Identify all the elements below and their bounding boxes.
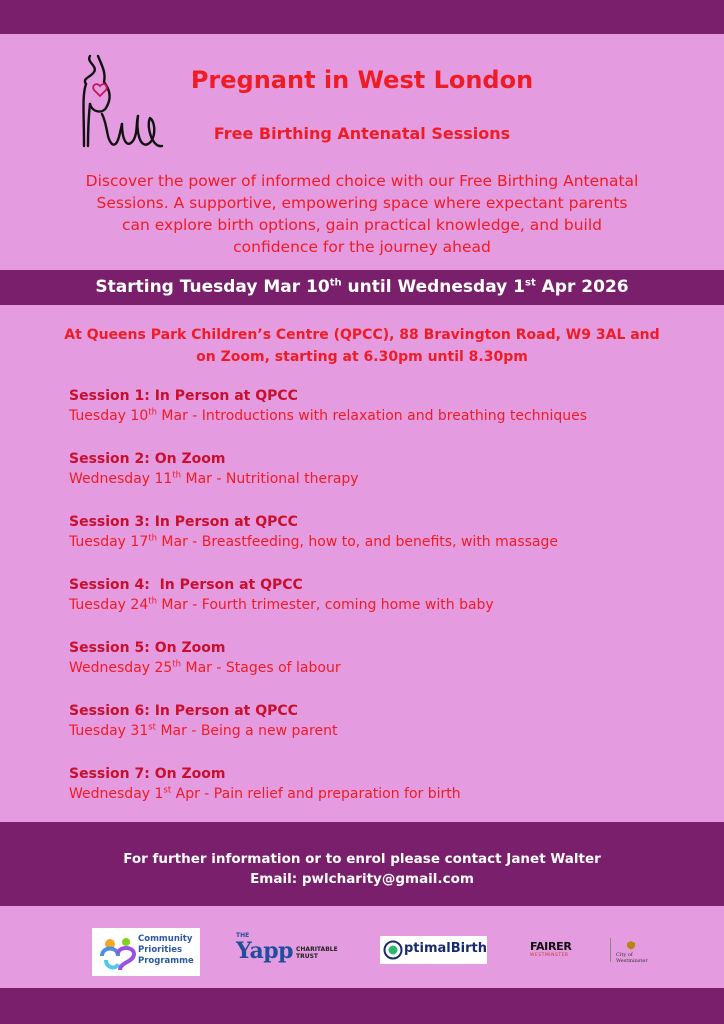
session-day-suffix: th — [148, 596, 157, 607]
session-description — [69, 469, 689, 489]
session-title: Session 1: In Person at QPCC — [69, 388, 298, 404]
session-item — [69, 575, 689, 638]
cpp-name — [138, 934, 194, 967]
cpp-name-line: Programme — [138, 956, 194, 966]
session-day-suffix: st — [148, 722, 156, 733]
bottom-band — [0, 988, 724, 1024]
date-suffix: th — [329, 277, 342, 289]
session-title: Session 7: On Zoom — [69, 766, 226, 782]
session-title: Session 6: In Person at QPCC — [69, 703, 298, 719]
session-topic: Mar - Stages of labour — [181, 660, 341, 676]
page-title: Pregnant in West London — [190, 66, 534, 94]
session-day: Wednesday 25 — [69, 660, 173, 676]
optimal-birth-word: ptimalBirth — [404, 941, 487, 956]
venue-line: on Zoom, starting at 6.30pm until 8.30pm — [196, 349, 528, 365]
yapp-trust-logo — [236, 934, 346, 970]
session-topic: Mar - Being a new parent — [156, 723, 338, 739]
contact-banner — [0, 822, 724, 906]
partner-logos — [0, 924, 724, 978]
session-item — [69, 449, 689, 512]
intro-line: Discover the power of informed choice with our Free Birthing Antenatal — [85, 172, 639, 190]
session-day: Wednesday 1 — [69, 786, 164, 802]
session-day: Tuesday 31 — [69, 723, 149, 739]
page-subtitle: Free Birthing Antenatal Sessions — [213, 124, 511, 143]
session-topic: Mar - Breastfeeding, how to, and benefits, with massage — [156, 534, 559, 550]
contact-text: For further information or to enrol please contact Janet Walter — [123, 851, 601, 867]
session-item — [69, 764, 689, 827]
session-item — [69, 701, 689, 764]
session-topic: Mar - Introductions with relaxation and breathing techniques — [156, 408, 588, 424]
session-description — [69, 784, 689, 804]
optimal-birth-logo — [380, 936, 487, 964]
session-day-suffix: th — [172, 470, 182, 481]
cpp-name-line: Priorities — [138, 945, 183, 955]
session-topic: Apr - Pain relief and preparation for birth — [171, 786, 461, 802]
intro-line: confidence for the journey ahead — [233, 238, 491, 256]
session-description — [69, 406, 689, 426]
intro-line: can explore birth options, gain practical knowledge, and build — [122, 216, 602, 234]
session-title: Session 2: On Zoom — [69, 451, 226, 467]
yapp-word: Yapp — [236, 938, 294, 964]
session-title: Session 3: In Person at QPCC — [69, 514, 298, 530]
intro-text — [52, 170, 672, 258]
session-list — [69, 386, 689, 827]
date-part: Starting Tuesday Mar 10 — [95, 277, 330, 297]
session-topic: Mar - Nutritional therapy — [181, 471, 359, 487]
yapp-subtitle — [296, 946, 338, 960]
contact-email[interactable]: Email: pwlcharity@gmail.com — [250, 871, 474, 887]
fairer-subtitle: WESTMINSTER — [530, 953, 569, 958]
optimal-birth-o-icon — [383, 940, 403, 960]
yapp-subtitle-line: CHARITABLE — [296, 946, 338, 953]
yapp-the: THE — [236, 932, 250, 939]
session-description — [69, 595, 689, 615]
session-day: Tuesday 17 — [69, 534, 149, 550]
session-item — [69, 638, 689, 701]
session-day-suffix: th — [172, 659, 182, 670]
venue-line: At Queens Park Children’s Centre (QPCC), 88 Bravington Road, W9 3AL and — [64, 327, 660, 343]
session-day-suffix: th — [148, 407, 157, 418]
date-part: Apr 2026 — [535, 277, 629, 297]
cpp-mark-icon — [96, 930, 140, 974]
session-day: Tuesday 24 — [69, 597, 149, 613]
fairer-word: FAIRER — [530, 940, 572, 953]
session-day-suffix: st — [163, 785, 172, 796]
session-description — [69, 658, 689, 678]
session-item — [69, 386, 689, 449]
session-title: Session 5: On Zoom — [69, 640, 226, 656]
session-topic: Mar - Fourth trimester, coming home with baby — [156, 597, 494, 613]
logo-divider — [610, 938, 611, 962]
top-band — [0, 0, 724, 34]
westminster-word: City of Westminster — [616, 952, 648, 964]
venue-info — [52, 324, 672, 368]
session-day: Wednesday 11 — [69, 471, 173, 487]
intro-line: Sessions. A supportive, empowering space where expectant parents — [96, 194, 628, 212]
cpp-name-line: Community — [138, 934, 193, 944]
session-day-suffix: th — [148, 533, 157, 544]
yapp-subtitle-line: TRUST — [296, 953, 318, 960]
session-title: Session 4: In Person at QPCC — [69, 577, 303, 593]
session-day: Tuesday 10 — [69, 408, 149, 424]
fairer-westminster-logo — [530, 938, 648, 966]
session-description — [69, 532, 689, 552]
session-description — [69, 721, 689, 741]
westminster-crest-icon — [626, 940, 636, 950]
session-item — [69, 512, 689, 575]
date-part: until Wednesday 1 — [341, 277, 525, 297]
date-suffix: st — [525, 277, 536, 289]
date-banner — [0, 270, 724, 305]
community-priorities-logo — [92, 928, 200, 976]
